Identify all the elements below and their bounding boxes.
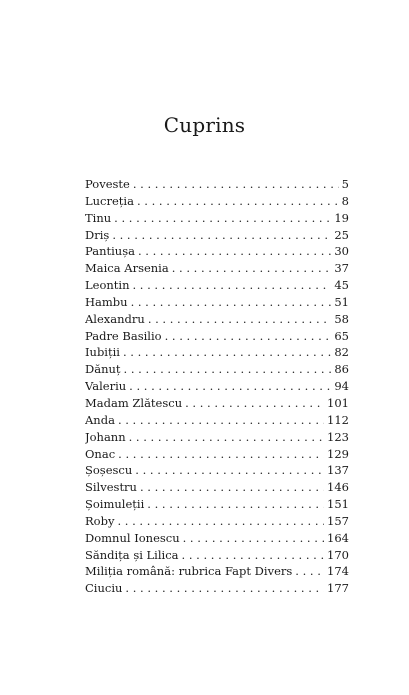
toc-dot-leader xyxy=(125,580,324,597)
toc-dot-leader xyxy=(137,193,339,210)
toc-dot-leader xyxy=(124,361,332,378)
toc-entry xyxy=(85,328,349,345)
toc-entry-title: Anda xyxy=(85,412,115,427)
toc-dot-leader xyxy=(118,446,324,463)
toc-entry xyxy=(85,429,349,446)
toc-dot-leader xyxy=(138,243,331,260)
toc-entry-page-number: 45 xyxy=(334,278,349,293)
toc-entry xyxy=(85,412,349,429)
toc-entry-title: Săndița și Lilica xyxy=(85,547,179,562)
toc-entry xyxy=(85,563,349,580)
toc-entry xyxy=(85,260,349,277)
toc-entry-title: Maica Arsenia xyxy=(85,261,169,276)
toc-entry xyxy=(85,446,349,463)
toc-entry-title: Valeriu xyxy=(85,379,127,394)
table-of-contents xyxy=(85,176,349,597)
toc-entry-page-number: 177 xyxy=(327,581,349,596)
toc-dot-leader xyxy=(140,479,324,496)
toc-entry-title: Silvestru xyxy=(85,480,137,495)
toc-entry xyxy=(85,193,349,210)
toc-entry-title: Padre Basilio xyxy=(85,328,162,343)
toc-dot-leader xyxy=(172,260,332,277)
toc-dot-leader xyxy=(129,429,324,446)
toc-entry-title: Ciuciu xyxy=(85,581,123,596)
toc-entry-page-number: 82 xyxy=(334,345,349,360)
toc-dot-leader xyxy=(117,513,324,530)
toc-dot-leader xyxy=(183,530,324,547)
toc-entry xyxy=(85,210,349,227)
toc-dot-leader xyxy=(135,462,324,479)
toc-entry-page-number: 164 xyxy=(327,530,349,545)
toc-dot-leader xyxy=(118,412,324,429)
toc-entry-page-number: 129 xyxy=(327,446,349,461)
toc-entry xyxy=(85,395,349,412)
toc-entry-page-number: 151 xyxy=(327,497,349,512)
toc-entry-title: Lucreția xyxy=(85,193,134,208)
toc-entry-title: Dănuț xyxy=(85,362,121,377)
toc-dot-leader xyxy=(114,210,331,227)
toc-entry xyxy=(85,513,349,530)
toc-entry-title: Madam Zlătescu xyxy=(85,395,183,410)
toc-dot-leader xyxy=(131,294,332,311)
toc-entry xyxy=(85,462,349,479)
toc-entry-page-number: 5 xyxy=(341,177,349,191)
toc-entry-page-number: 94 xyxy=(334,379,349,394)
toc-dot-leader xyxy=(112,227,331,244)
toc-entry xyxy=(85,227,349,244)
toc-dot-leader xyxy=(147,496,324,513)
toc-entry-page-number: 137 xyxy=(327,463,349,478)
toc-entry-page-number: 146 xyxy=(327,480,349,495)
toc-entry-page-number: 174 xyxy=(327,564,349,579)
toc-entry-title: Miliția română: rubrica Fapt Divers xyxy=(85,564,293,579)
toc-entry-title: Onac xyxy=(85,446,116,461)
toc-entry-title: Poveste xyxy=(85,177,130,191)
toc-dot-leader xyxy=(133,176,339,193)
toc-entry-page-number: 30 xyxy=(334,244,349,259)
toc-dot-leader xyxy=(295,563,324,580)
toc-entry-page-number: 112 xyxy=(327,412,349,427)
toc-entry xyxy=(85,311,349,328)
toc-entry-title: Johann xyxy=(85,429,126,444)
toc-entry xyxy=(85,530,349,547)
toc-entry-page-number: 101 xyxy=(327,395,349,410)
toc-entry-title: Hambu xyxy=(85,294,128,309)
toc-entry xyxy=(85,277,349,294)
toc-entry xyxy=(85,378,349,395)
toc-entry-title: Leontin xyxy=(85,278,130,293)
toc-entry xyxy=(85,361,349,378)
toc-dot-leader xyxy=(185,395,324,412)
toc-entry-title: Iubiții xyxy=(85,345,120,360)
toc-entry-page-number: 8 xyxy=(341,193,349,208)
toc-entry-page-number: 58 xyxy=(334,311,349,326)
toc-dot-leader xyxy=(182,547,325,564)
toc-entry xyxy=(85,294,349,311)
toc-entry-page-number: 86 xyxy=(334,362,349,377)
toc-entry xyxy=(85,176,349,193)
toc-entry-page-number: 170 xyxy=(327,547,349,562)
toc-entry-page-number: 19 xyxy=(334,210,349,225)
toc-entry-page-number: 25 xyxy=(334,227,349,242)
toc-entry xyxy=(85,496,349,513)
toc-entry-title: Alexandru xyxy=(85,311,145,326)
toc-dot-leader xyxy=(123,344,331,361)
toc-entry-title: Tinu xyxy=(85,210,112,225)
toc-entry xyxy=(85,479,349,496)
toc-entry-page-number: 123 xyxy=(327,429,349,444)
toc-dot-leader xyxy=(129,378,331,395)
toc-entry-page-number: 51 xyxy=(334,294,349,309)
toc-entry xyxy=(85,344,349,361)
toc-entry-title: Roby xyxy=(85,513,115,528)
toc-entry-page-number: 37 xyxy=(334,261,349,276)
toc-entry xyxy=(85,547,349,564)
toc-entry xyxy=(85,580,349,597)
toc-entry-title: Domnul Ionescu xyxy=(85,530,180,545)
toc-entry-page-number: 157 xyxy=(327,513,349,528)
toc-entry-title: Pantiușa xyxy=(85,244,135,259)
toc-dot-leader xyxy=(132,277,331,294)
page-title: Cuprins xyxy=(163,113,246,137)
toc-dot-leader xyxy=(148,311,332,328)
toc-entry-page-number: 65 xyxy=(334,328,349,343)
toc-dot-leader xyxy=(165,328,332,345)
toc-entry-title: Șoimuleții xyxy=(85,497,145,512)
toc-entry xyxy=(85,243,349,260)
toc-entry-title: Șoșescu xyxy=(85,463,133,478)
toc-entry-title: Driș xyxy=(85,227,110,242)
